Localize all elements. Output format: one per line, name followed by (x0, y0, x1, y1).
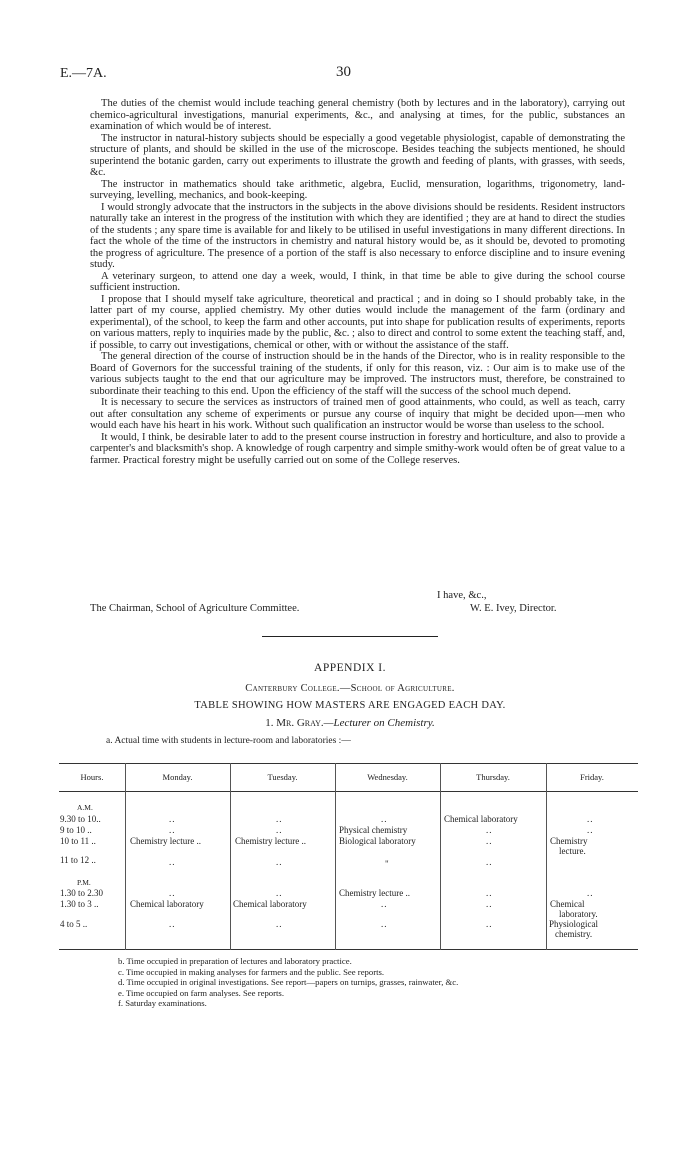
column-divider (125, 763, 126, 950)
paragraph: It would, I think, be desirable later to add to the present course instruction in forestry and horticulture, and also to provide a carpenter's and blacksmith's shop. A knowledge of rough carpentry and simple smithy-work would often be of great value to a farmer. Practical forestry might be usefully carried out on some of the College reserves. (90, 431, 625, 466)
ditto-mark: " (385, 859, 389, 869)
note-d: d. Time occupied in original investigations. See report—papers on turnips, grasses, rainwater, &c. (118, 977, 459, 987)
cell-friday-pm: Chemical (550, 899, 585, 909)
empty-cell: .. (169, 825, 176, 835)
table-title: TABLE SHOWING HOW MASTERS ARE ENGAGED EACH DAY. (194, 700, 506, 711)
hour-label: 1.30 to 3 .. (60, 899, 99, 909)
schedule-table (59, 763, 638, 950)
hour-label: 1.30 to 2.30 (60, 888, 104, 898)
column-divider (230, 763, 231, 950)
master-role: —Lecturer on Chemistry. (323, 717, 435, 729)
empty-cell: .. (276, 888, 283, 898)
empty-cell: .. (486, 836, 493, 846)
hour-label: 4 to 5 .. (60, 919, 88, 929)
cell-friday-pm-cont: laboratory. (559, 909, 598, 919)
paragraph: I would strongly advocate that the instructors in the subjects in the above divisions should be residents. Resident instructors naturally take an interest in the progress of the institution with which they are identified ; they are at hand to direct the studies of the students ; any spare time is available for and likely to be utilised in useful investigations in many different directions. In fact the whole of the time of the instructors in chemistry and natural history would be, as it should be, devoted to promoting the progress of agriculture. The presence of a portion of the staff is also necessary to enforce discipline and to insure evening study. (90, 201, 625, 270)
hour-label: 10 to 11 .. (60, 836, 96, 846)
note-a: a. Actual time with students in lecture-room and laboratories :— (106, 736, 351, 746)
letter-body (90, 98, 625, 466)
note-f: f. Saturday examinations. (118, 998, 207, 1008)
column-divider (546, 763, 547, 950)
empty-cell: .. (276, 857, 283, 867)
master-name: Mr. Gray. (276, 717, 324, 729)
hour-label: 9.30 to 10.. (60, 814, 101, 824)
paragraph: The instructor in mathematics should take arithmetic, algebra, Euclid, mensuration, logarithms, trigonometry, land-surveying, levelling, mechanics, and book-keeping. (90, 178, 625, 201)
hour-label: 9 to 10 .. (60, 825, 92, 835)
pm-label: P.M. (77, 878, 91, 887)
empty-cell: .. (486, 919, 493, 929)
empty-cell: .. (486, 825, 493, 835)
cell-monday-130: Chemical laboratory (130, 899, 204, 909)
paragraph: I propose that I should myself take agriculture, theoretical and practical ; and in doing so I should probably take, in the latter part of my course, applied chemistry. My other duties would include the management of the farm (ordinary and experimental), of the school, to keep the farm and other accounts, put into shape for publication results of experiments, reports on various matters, reply to inquiries made by the public, &c. ; also to direct and control to some extent the teaching staff, and, if possible, to carry out investigations, chemical or other, with or without the assistance of the staff. (90, 293, 625, 351)
am-label: A.M. (77, 803, 93, 812)
master-heading (0, 717, 700, 729)
empty-cell: .. (276, 814, 283, 824)
note-b: b. Time occupied in preparation of lectures and laboratory practice. (118, 956, 352, 966)
cell-friday-pm-2: Physiological (549, 919, 598, 929)
page-number: 30 (336, 64, 351, 80)
cell-friday-10-cont: lecture. (559, 846, 586, 856)
closing: I have, &c., (437, 590, 487, 601)
column-divider (335, 763, 336, 950)
paragraph: The duties of the chemist would include teaching general chemistry (both by lectures and in the laboratory), carrying out chemico-agricultural investigations, manurial experiments, &c., and analysing at times, for the public, substances an examination of which would be of interest. (90, 98, 625, 132)
col-header-thursday: Thursday. (476, 772, 510, 782)
master-number: 1. (265, 717, 277, 729)
empty-cell: .. (486, 857, 493, 867)
section-divider (262, 636, 438, 637)
empty-cell: .. (381, 899, 388, 909)
empty-cell: .. (486, 888, 493, 898)
table-bottom-rule (59, 949, 638, 950)
empty-cell: .. (587, 825, 594, 835)
note-e: e. Time occupied on farm analyses. See reports. (118, 987, 284, 998)
empty-cell: .. (276, 919, 283, 929)
col-header-friday: Friday. (580, 772, 604, 782)
paragraph: It is necessary to secure the services as instructors of trained men of good attainments, who could, as well as teach, carry out after consultation any scheme of experiments or pursue any course of inquiry that might be decided upon—men who would each have his heart in his work. Without such qualification an instructor would be worse than useless to the school. (90, 397, 625, 431)
cell-wednesday-10: Biological laboratory (339, 836, 416, 846)
table-notes (118, 956, 458, 1009)
cell-wednesday-9: Physical chemistry (339, 825, 408, 835)
signer: W. E. Ivey, Director. (470, 603, 557, 614)
column-divider (440, 763, 441, 950)
paragraph: The instructor in natural-history subjects should be especially a good vegetable physiologist, capable of demonstrating the structure of plants, and should be skilled in the use of the microscope. Besides teaching the subjects mentioned, he should superintend the botanic garden, carry out experiments to illustrate the growth and feeding of plants, with grasses, with seeds, &c. (90, 132, 625, 178)
empty-cell: .. (169, 814, 176, 824)
note-c: c. Time occupied in making analyses for farmers and the public. See reports. (118, 966, 385, 977)
empty-cell: .. (381, 814, 388, 824)
paragraph: The general direction of the course of instruction should be in the hands of the Director, who is in reality responsible to the Board of Governors for the successful training of the students, if only for this reason, viz. : Our aim is to make use of the various subjects taught to the end that our agriculture may be improved. The instructors must, therefore, be constrained to subordinate their teaching to this end. Upon the efficiency of the staff will the success of the school much depend. (90, 351, 625, 397)
cell-monday-10: Chemistry lecture .. (130, 836, 201, 846)
cell-wednesday-130: Chemistry lecture .. (339, 888, 410, 898)
empty-cell: .. (381, 919, 388, 929)
empty-cell: .. (486, 899, 493, 909)
cell-thursday-930: Chemical laboratory (444, 814, 518, 824)
col-header-wednesday: Wednesday. (367, 772, 408, 782)
empty-cell: .. (169, 888, 176, 898)
appendix-title: APPENDIX I. (314, 662, 386, 674)
appendix-subtitle: Canterbury College.—School of Agriculture. (245, 683, 455, 694)
empty-cell: .. (587, 814, 594, 824)
col-header-monday: Monday. (162, 772, 193, 782)
page-reference: E.—7A. (60, 66, 107, 81)
hour-label: 11 to 12 .. (60, 855, 96, 865)
table-top-rule (59, 763, 638, 764)
empty-cell: .. (169, 919, 176, 929)
cell-friday-pm-2-cont: chemistry. (555, 929, 593, 939)
empty-cell: .. (587, 888, 594, 898)
col-header-tuesday: Tuesday. (267, 772, 298, 782)
empty-cell: .. (276, 825, 283, 835)
cell-tuesday-130: Chemical laboratory (233, 899, 307, 909)
paragraph: A veterinary surgeon, to attend one day a week, would, I think, in that time be able to give during the school course sufficient instruction. (90, 270, 625, 293)
cell-tuesday-10: Chemistry lecture .. (235, 836, 306, 846)
empty-cell: .. (169, 857, 176, 867)
table-header-rule (59, 791, 638, 792)
col-header-hours: Hours. (80, 772, 104, 782)
addressee: The Chairman, School of Agriculture Committee. (90, 603, 300, 614)
cell-friday-10: Chemistry (550, 836, 588, 846)
